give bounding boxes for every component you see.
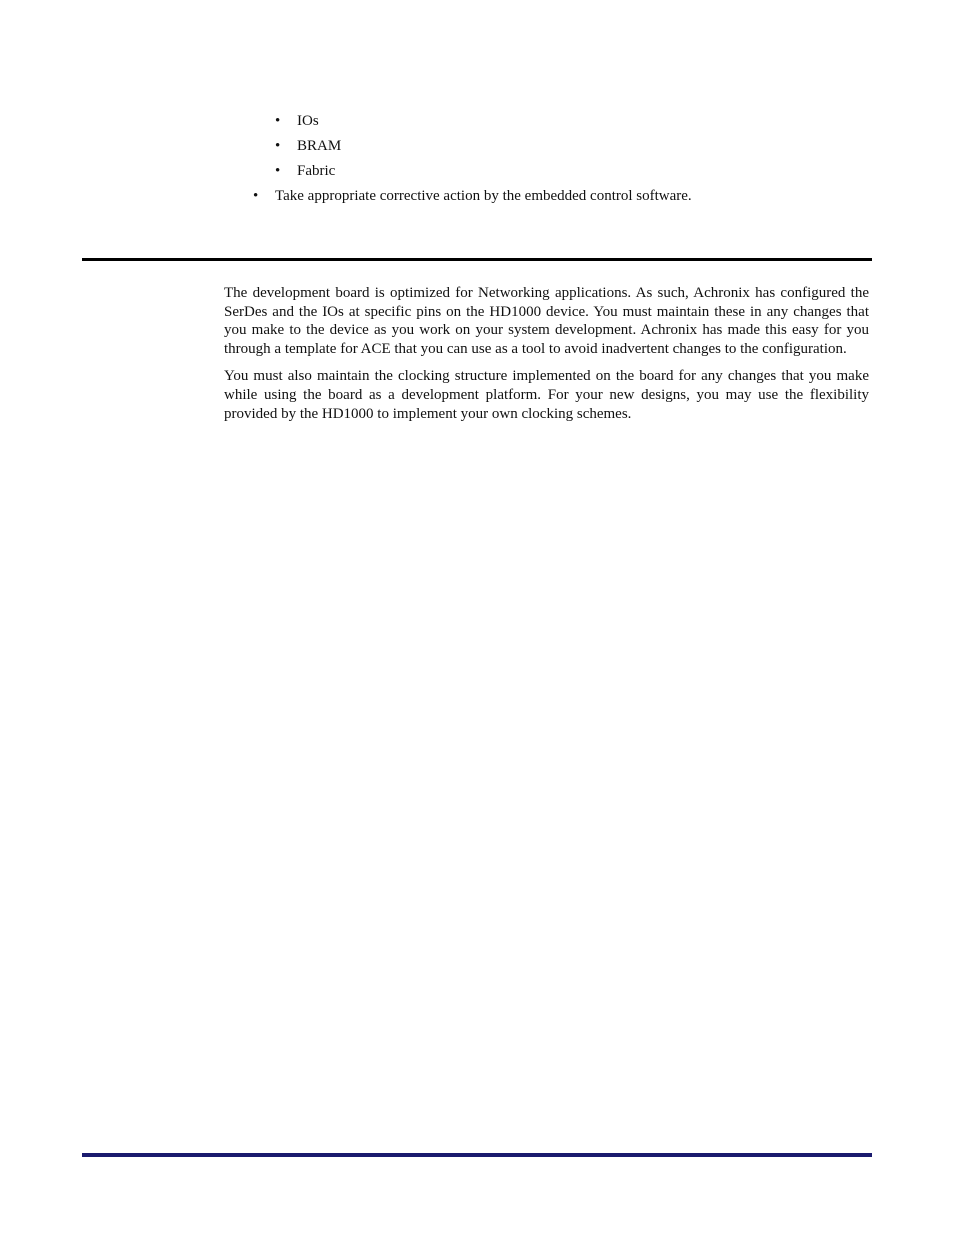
main-bullet-list — [253, 184, 692, 209]
section-divider — [82, 258, 872, 261]
list-item: • Fabric — [275, 159, 341, 184]
list-item: • Take appropriate corrective action by the embedded control software. — [253, 184, 692, 209]
list-item: • IOs — [275, 109, 341, 134]
list-item: • BRAM — [275, 134, 341, 159]
paragraph: The development board is optimized for Networking applications. As such, Achronix has configured the SerDes and the IOs at specific pins on the HD1000 device. You must maintain these in any changes that you make to the device as you work on your system development. Achronix has made this easy for you through a template for ACE that you can use as a tool to avoid inadvertent changes to the configuration. — [224, 285, 869, 357]
body-text — [224, 284, 869, 432]
footer-divider — [82, 1153, 872, 1157]
sub-bullet-list — [275, 109, 341, 184]
paragraph: You must also maintain the clocking structure implemented on the board for any changes that you make while using the board as a development platform. For your new designs, you may use the flexibility provided by the HD1000 to implement your own clocking schemes. — [224, 368, 869, 422]
